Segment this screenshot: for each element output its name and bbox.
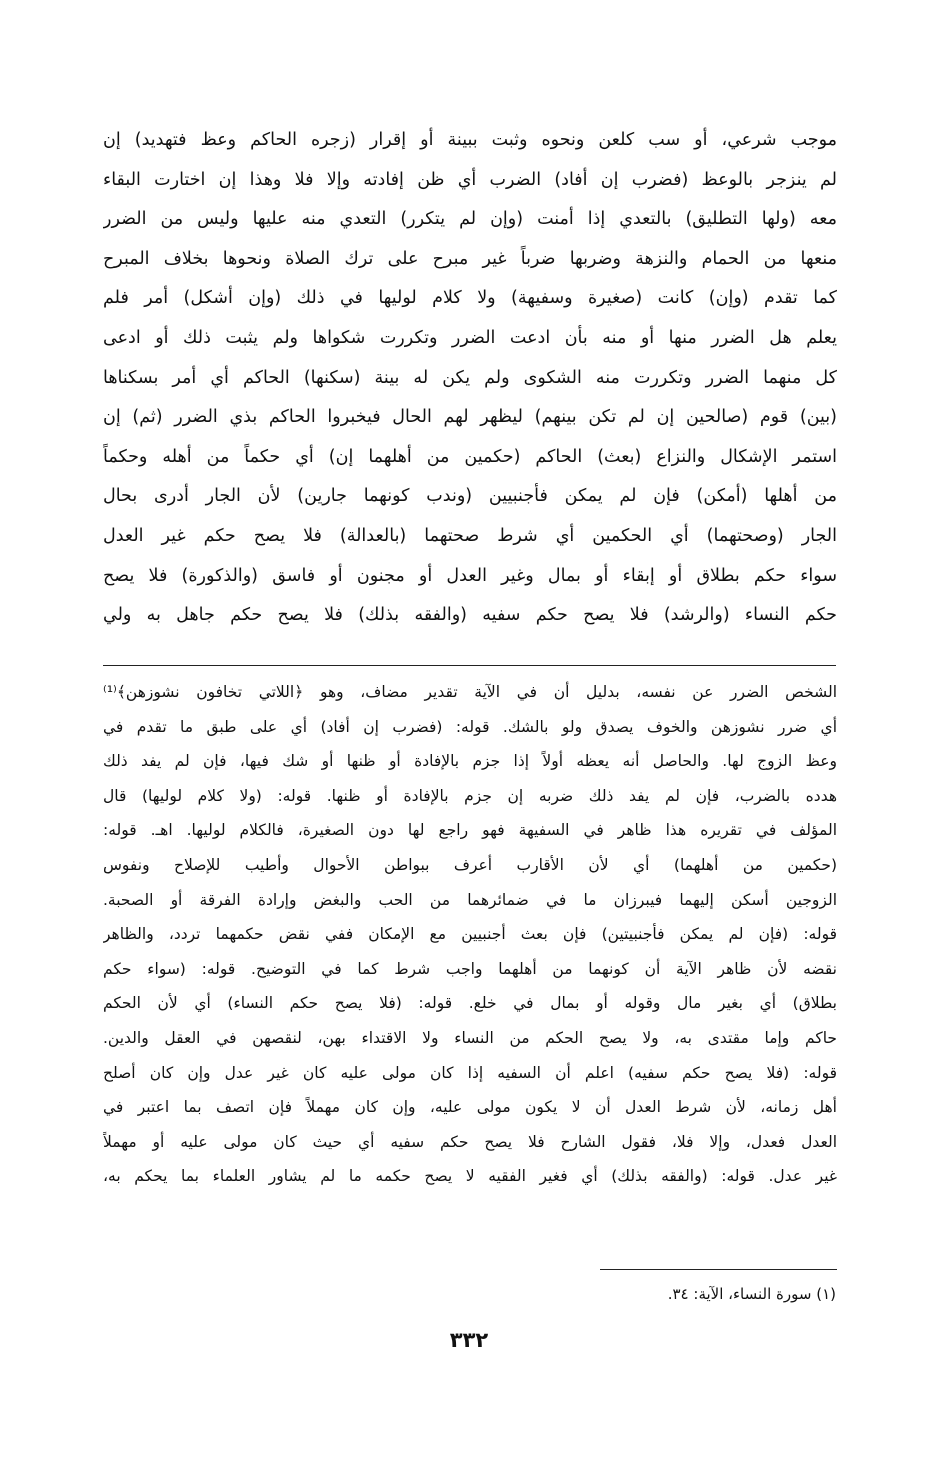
- main-text-line: حكم النساء (والرشد) فلا يصح حكم سفيه (والفقه بذلك) فلا يصح حكم جاهل به ولي: [103, 605, 837, 626]
- main-text-line: منعها من الحمام والنزهة وضربها ضرباً غير مبرح على ترك الصلاة ونحوها بخلاف المبرح: [103, 248, 837, 269]
- note-line: الشخص الضرر عن نفسه، بدليل أن في الآية تقدير مضاف، وهو ﴿اللاتي تخافون نشوزهن﴾⁽¹⁾: [103, 683, 837, 701]
- main-text-line: يعلم هل الضرر منها أو منه بأن ادعت الضرر وتكررت شكواها ولم يثبت ذلك أو ادعى: [103, 327, 837, 348]
- main-text-line: سواء حكم بطلاق أو إبقاء أو بمال وغير العدل أو مجنون أو فاسق (والذكورة) فلا يصح: [103, 565, 837, 586]
- note-line: العدل فعدل، وإلا فلا، فقول الشارح فلا يصح حكم سفيه أي حيث كان مولى عليه أو مهملاً: [103, 1132, 837, 1151]
- note-line: الزوجين أسكن إليهما فيبرزان ما في ضمائرهما من الحب والبغض وإرادة الفرقة أو الصحبة.: [103, 890, 837, 909]
- main-text-line: استمر الإشكال والنزاع (بعث) الحاكم (حكمين من أهلهما إن) أي حكماً من أهله وحكماً: [103, 446, 837, 467]
- notes-divider: [103, 665, 836, 666]
- note-line: قوله: (فلا يصح حكم سفيه) اعلم أن السفيه إذا كان مولى عليه كان غير عدل وإن كان أصلح: [103, 1063, 837, 1082]
- note-line: قوله: (فإن لم يمكن فأجنبيتين) فإن بعث أجنبيين مع الإمكان ففي نقض حكمهما تردد، والظاهر: [103, 925, 837, 944]
- note-line: أهل زمانه، لأن شرط العدل أن لا يكون مولى عليه، وإن كان مهملاً فإن اتصف بما اعتبر في: [103, 1098, 837, 1117]
- note-line: (حكمين من أهلهما) أي لأن الأقارب أعرف ببواطن الأحوال وأطيب للإصلاح ونفوس: [103, 855, 837, 874]
- main-text-line: كل منهما الضرر وتكررت منه الشكوى ولم يكن له بينة (سكنها) الحاكم أي أمر بسكناها: [103, 367, 837, 388]
- note-line: بطلاق) أي بغير مال وقوله أو بمال في خلع. قوله: (فلا يصح حكم النساء) أي لأن الحكم: [103, 994, 837, 1013]
- main-text: [103, 121, 837, 636]
- note-line: وعظ الزوج لها. والحاصل أنه يعظه أولاً إذا جزم بالإفادة أو ظنها أو شك فيها، فإن لم يفد ذلك: [103, 752, 837, 771]
- commentary-notes: [103, 675, 837, 1194]
- note-line: حاكم وإما مقتدى به، ولا يصح الحكم من النساء ولا الاقتداء بهن، لنقصهن في العقل والدين.: [103, 1028, 837, 1047]
- note-line: أي ضرر نشوزهن والخوف يصدق ولو بالشك. قوله: (فضرب إن أفاد) أي على طبق ما تقدم في: [103, 717, 837, 736]
- main-text-line: الجار (وصحتهما) أي الحكمين أي شرط صحتهما (بالعدالة) فلا يصح حكم غير العدل: [103, 525, 837, 546]
- main-text-line: (بين) قوم (صالحين إن لم تكن بينهم) ليظهر لهم الحال فيخبروا الحاكم بذي الضرر (ثم) إن: [103, 407, 837, 428]
- footnote-reference: (١) سورة النساء، الآية: ٣٤.: [667, 1285, 836, 1303]
- note-line: هدده بالضرب، فإن لم يفد ذلك ضربه إن جزم بالإفادة أو ظنها. قوله: (ولا كلام لوليها) قال: [103, 786, 837, 805]
- main-text-line: معه (ولها التطليق) بالتعدي إذا أمنت (وإن لم يتكرر) التعدي منه عليها وليس من الضرر: [103, 209, 837, 230]
- main-text-line: كما تقدم (وإن) كانت (صغيرة وسفيهة) ولا كلام لوليها في ذلك (وإن أشكل) أمر فلم: [103, 288, 837, 309]
- footnote-divider: [600, 1269, 837, 1270]
- main-text-line: من أهلها (أمكن) فإن لم يمكن فأجنبيين (وندب كونهما جارين) لأن الجار أدرى بحال: [103, 486, 837, 507]
- note-line: نقضه لأن ظاهر الآية أن كونهما من أهلهما واجب شرط كما في التوضيح. قوله: (سواء حكم: [103, 959, 837, 978]
- note-line: غير عدل. قوله: (والفقه بذلك) أي فغير الفقيه لا يصح حكمه ما لم يشاور العلماء بما يحكم به،: [103, 1167, 837, 1186]
- main-text-line: لم ينزجر بالوعظ (فضرب إن أفاد) الضرب أي ظن إفادته وإلا فلا وهذا إن اختارت البقاء: [103, 169, 837, 190]
- page-number: ٣٣٢: [449, 1328, 489, 1352]
- note-line: المؤلف في تقريره هذا ظاهر في السفيهة فهو راجع لها دون الصغيرة، فالكلام لوليها. اهـ. قوله:: [103, 821, 837, 840]
- main-text-line: موجب شرعي، أو سب كلعن ونحوه وثبت ببينة أو إقرار (زجره الحاكم وعظ فتهديد) إن: [103, 130, 837, 150]
